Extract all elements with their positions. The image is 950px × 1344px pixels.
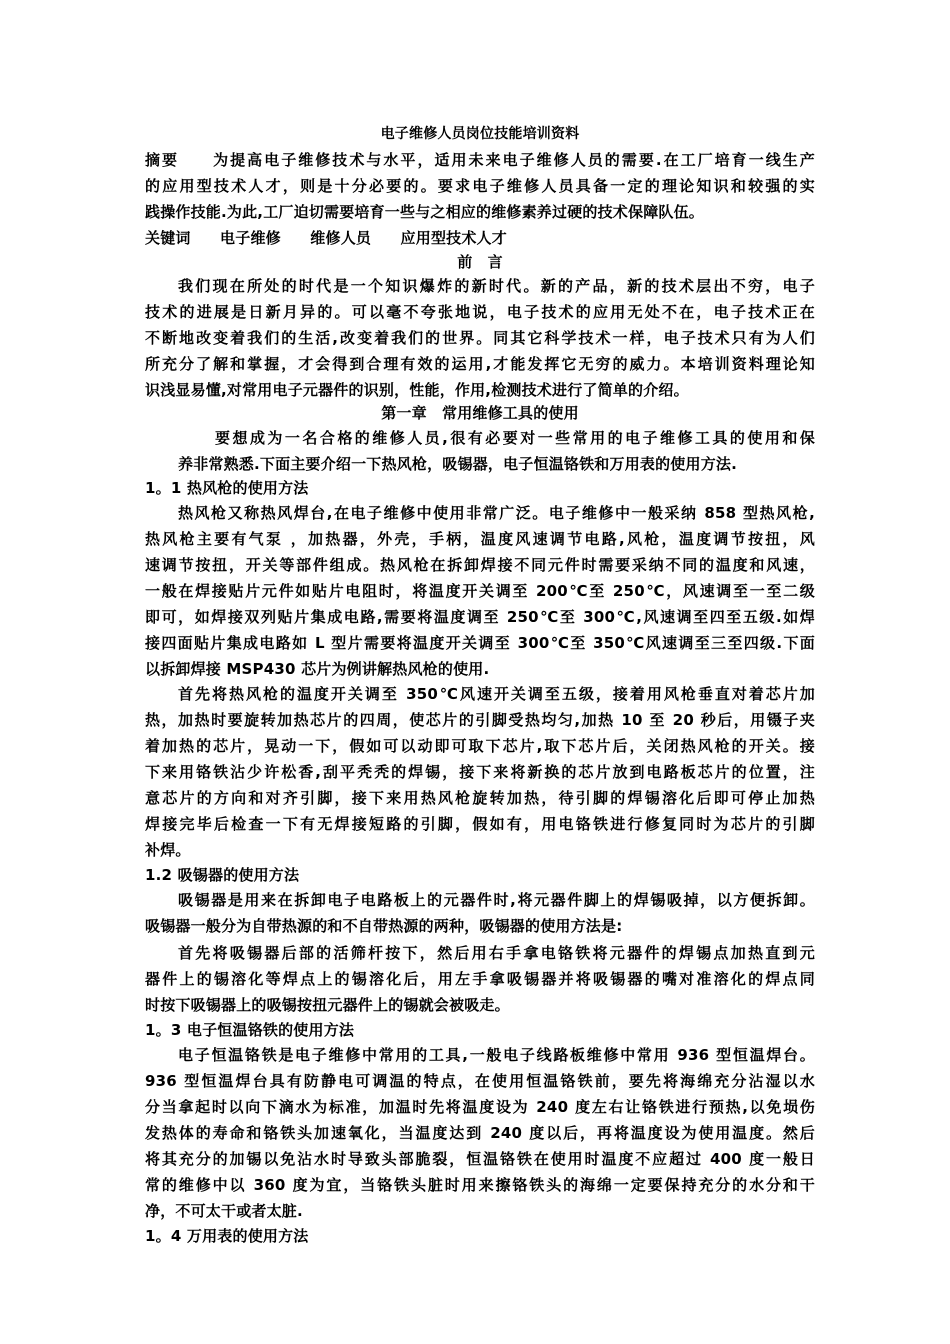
paragraph-line: 分当拿起时以向下滴水为标准，加温时先将温度设为 240 度左右让铬铁进行预热,以免埙伤 bbox=[145, 1098, 815, 1116]
paragraph-line: 下来用铬铁沾少许松香,刮平秃秃的焊锡，接下来将新换的芯片放到电路板芯片的位置，注 bbox=[145, 763, 815, 781]
preface-line: 技术的进展是日新月异的。可以毫不夸张地说，电子技术的应用无处不在，电子技术正在 bbox=[145, 303, 815, 321]
paragraph-line: 以拆卸焊接 MSP430 芯片为例讲解热风枪的使用. bbox=[145, 660, 490, 678]
paragraph-line: 速调节按扭，开关等部件组成。热风枪在拆卸焊接不同元件时需要采纳不同的温度和风速， bbox=[145, 556, 815, 574]
paragraph-line: 焊接完毕后检查一下有无焊接短路的引脚，假如有，用电铬铁进行修复同时为芯片的引脚 bbox=[145, 815, 815, 833]
paragraph-line: 着加热的芯片，晃动一下，假如可以动即可取下芯片,取下芯片后，关闭热风枪的开关。接 bbox=[145, 737, 815, 755]
preface-line: 我们现在所处的时代是一个知识爆炸的新时代。新的产品，新的技术层出不穷，电子 bbox=[178, 277, 815, 295]
paragraph-line: 热风枪又称热风焊台,在电子维修中使用非常广泛。电子维修中一般采纳 858 型热风枪, bbox=[178, 504, 815, 522]
paragraph-line: 吸锡器是用来在拆卸电子电路板上的元器件时,将元器件脚上的焊锡吸掉，以方便拆卸。 bbox=[178, 891, 815, 909]
abstract-line: 摘要 为提高电子维修技术与水平，适用未来电子维修人员的需要.在工厂培育一线生产 bbox=[145, 151, 815, 169]
section-heading: 1。4 万用表的使用方法 bbox=[145, 1227, 309, 1245]
keyword: 维修人员 bbox=[310, 229, 372, 247]
paragraph-line: 热，加热时要旋转加热芯片的四周，使芯片的引脚受热均匀,加热 10 至 20 秒后，用镊子夹 bbox=[145, 711, 815, 729]
paragraph-line: 发热体的寿命和铬铁头加速氧化，当温度达到 240 度以后，再将温度设为使用温度。然后 bbox=[145, 1124, 815, 1142]
paragraph-line: 时按下吸锡器上的吸锡按扭元器件上的锡就会被吸走。 bbox=[145, 996, 510, 1014]
abstract-line: 的应用型技术人才，则是十分必要的。要求电子维修人员具备一定的理论知识和较强的实 bbox=[145, 177, 815, 195]
paragraph-line: 吸锡器一般分为自带热源的和不自带热源的两种，吸锡器的使用方法是: bbox=[145, 917, 623, 935]
paragraph-line: 936 型恒温焊台具有防静电可调温的特点，在使用恒温铬铁前，要先将海绵充分沾湿以水 bbox=[145, 1072, 815, 1090]
paragraph-line: 即可，如焊接双列贴片集成电路,需要将温度调至 250℃至 300℃,风速调至四至五级.如焊 bbox=[145, 608, 815, 626]
paragraph-line: 接四面贴片集成电路如 L 型片需要将温度开关调至 300℃至 350℃风速调至三至四级.下面 bbox=[145, 634, 815, 652]
paragraph-line: 将其充分的加锡以免沾水时导致头部脆裂，恒温铬铁在使用时温度不应超过 400 度一般日 bbox=[145, 1150, 815, 1168]
chapter-intro-line: 养非常熟悉.下面主要介绍一下热风枪，吸锡器，电子恒温铬铁和万用表的使用方法. bbox=[178, 455, 738, 473]
section-heading: 1.2 吸锡器的使用方法 bbox=[145, 866, 300, 884]
preface-line: 所充分了解和掌握，才会得到合理有效的运用,才能发挥它无穷的威力。本培训资料理论知 bbox=[145, 355, 815, 373]
paragraph-line: 常的维修中以 360 度为宜，当铬铁头脏时用来擦铬铁头的海绵一定要保持充分的水分和干 bbox=[145, 1176, 815, 1194]
chapter-heading: 第一章 常用维修工具的使用 bbox=[381, 404, 579, 422]
keywords-line bbox=[145, 225, 815, 251]
paragraph-line: 净，不可太干或者太脏. bbox=[145, 1202, 303, 1220]
abstract-line: 践操作技能.为此,工厂迫切需要培育一些与之相应的维修素养过硬的技术保障队伍。 bbox=[145, 203, 705, 221]
preface-line: 识浅显易懂,对常用电子元器件的识别，性能，作用,检测技术进行了简单的介绍。 bbox=[145, 381, 689, 399]
chapter-intro-line: 要想成为一名合格的维修人员,很有必要对一些常用的电子维修工具的使用和保 bbox=[215, 429, 815, 447]
keywords-label: 关键词 bbox=[145, 229, 191, 247]
paragraph-line: 首先将热风枪的温度开关调至 350℃风速开关调至五级，接着用风枪垂直对着芯片加 bbox=[178, 685, 815, 703]
keyword: 电子维修 bbox=[220, 229, 281, 247]
paragraph-line: 器件上的锡溶化等焊点上的锡溶化后，用左手拿吸锡器并将吸锡器的嘴对准溶化的焊点同 bbox=[145, 970, 815, 988]
doc-title: 电子维修人员岗位技能培训资料 bbox=[380, 126, 580, 142]
preface-heading: 前 言 bbox=[457, 253, 503, 271]
paragraph-line: 一般在焊接贴片元件如贴片电阻时，将温度开关调至 200℃至 250℃，风速调至一至二级 bbox=[145, 582, 815, 600]
section-heading: 1。3 电子恒温铬铁的使用方法 bbox=[145, 1021, 355, 1039]
paragraph-line: 电子恒温铬铁是电子维修中常用的工具,一般电子线路板维修中常用 936 型恒温焊台。 bbox=[178, 1046, 815, 1064]
paragraph-line: 意芯片的方向和对齐引脚，接下来用热风枪旋转加热，待引脚的焊锡溶化后即可停止加热 bbox=[145, 789, 815, 807]
keyword: 应用型技术人才 bbox=[400, 229, 507, 247]
paragraph-line: 热风枪主要有气泵 ，加热器，外壳，手柄，温度风速调节电路,风枪，温度调节按扭，风 bbox=[145, 530, 815, 548]
section-heading: 1。1 热风枪的使用方法 bbox=[145, 479, 309, 497]
preface-line: 不断地改变着我们的生活,改变着我们的世界。同其它科学技术一样，电子技术只有为人们 bbox=[145, 329, 815, 347]
paragraph-line: 首先将吸锡器后部的活筛杆按下，然后用右手拿电铬铁将元器件的焊锡点加热直到元 bbox=[178, 944, 815, 962]
paragraph-line: 补焊。 bbox=[145, 841, 191, 859]
